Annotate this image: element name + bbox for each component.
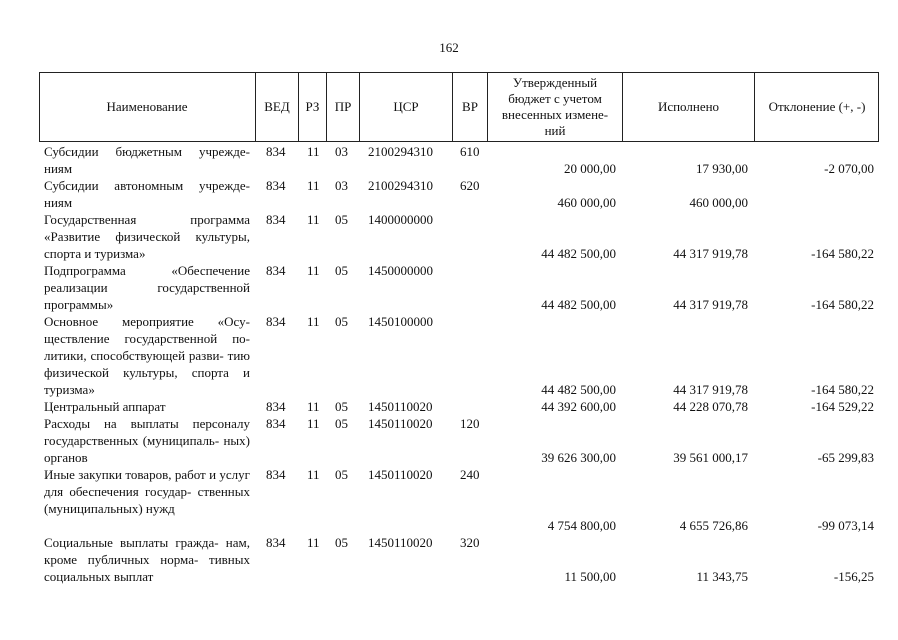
row-pr: 05 bbox=[335, 263, 348, 278]
row-deviation: -99 073,14 bbox=[817, 518, 874, 533]
row-ved: 834 bbox=[266, 416, 286, 431]
row-ved: 834 bbox=[266, 144, 286, 159]
row-pr: 03 bbox=[335, 178, 348, 193]
row-deviation: -156,25 bbox=[833, 569, 874, 584]
row-vr: 120 bbox=[460, 416, 480, 431]
row-done: 11 343,75 bbox=[696, 569, 748, 584]
row-rz: 11 bbox=[307, 467, 320, 482]
table-row bbox=[0, 262, 898, 313]
table-row bbox=[0, 415, 898, 466]
row-rz: 11 bbox=[307, 416, 320, 431]
row-name: Расходы на выплаты персоналу государственных (муниципаль- ных) органов bbox=[44, 416, 250, 465]
row-budget: 20 000,00 bbox=[564, 161, 616, 176]
row-budget: 44 482 500,00 bbox=[541, 382, 616, 397]
header-rz: РЗ bbox=[298, 72, 326, 142]
row-rz: 11 bbox=[307, 535, 320, 550]
row-vr: 620 bbox=[460, 178, 480, 193]
row-csr: 1400000000 bbox=[368, 212, 433, 227]
row-done: 44 317 919,78 bbox=[673, 382, 748, 397]
row-csr: 1450100000 bbox=[368, 314, 433, 329]
row-ved: 834 bbox=[266, 535, 286, 550]
row-done: 39 561 000,17 bbox=[673, 450, 748, 465]
row-done: 4 655 726,86 bbox=[679, 518, 748, 533]
header-ved: ВЕД bbox=[255, 72, 298, 142]
header-done: Исполнено bbox=[622, 72, 754, 142]
row-pr: 05 bbox=[335, 467, 348, 482]
row-budget: 44 482 500,00 bbox=[541, 246, 616, 261]
row-pr: 05 bbox=[335, 314, 348, 329]
row-budget: 11 500,00 bbox=[564, 569, 616, 584]
row-csr: 2100294310 bbox=[368, 144, 433, 159]
row-budget: 44 482 500,00 bbox=[541, 297, 616, 312]
row-pr: 05 bbox=[335, 416, 348, 431]
row-pr: 05 bbox=[335, 535, 348, 550]
row-vr: 610 bbox=[460, 144, 480, 159]
row-budget: 44 392 600,00 bbox=[541, 399, 616, 414]
row-rz: 11 bbox=[307, 314, 320, 329]
row-deviation: -65 299,83 bbox=[817, 450, 874, 465]
row-name: Социальные выплаты гражда- нам, кроме публичных норма- тивных социальных выплат bbox=[44, 535, 250, 584]
table-row bbox=[0, 211, 898, 262]
row-vr: 320 bbox=[460, 535, 480, 550]
table-row bbox=[0, 398, 898, 415]
row-budget: 4 754 800,00 bbox=[547, 518, 616, 533]
row-done: 460 000,00 bbox=[689, 195, 748, 210]
row-rz: 11 bbox=[307, 399, 320, 414]
row-rz: 11 bbox=[307, 263, 320, 278]
header-name: Наименование bbox=[106, 99, 188, 114]
row-ved: 834 bbox=[266, 263, 286, 278]
row-budget: 39 626 300,00 bbox=[541, 450, 616, 465]
table-row bbox=[0, 313, 898, 398]
row-name: Основное мероприятие «Осу- ществление государственной по- литики, способствующей разви- тию физической культуры, спорта и туризма» bbox=[44, 314, 250, 397]
row-pr: 05 bbox=[335, 399, 348, 414]
row-deviation: -164 580,22 bbox=[811, 297, 874, 312]
header-csr: ЦСР bbox=[359, 72, 452, 142]
header-pr: ПР bbox=[326, 72, 359, 142]
row-rz: 11 bbox=[307, 212, 320, 227]
row-ved: 834 bbox=[266, 178, 286, 193]
row-csr: 1450110020 bbox=[368, 416, 433, 431]
row-pr: 05 bbox=[335, 212, 348, 227]
row-csr: 1450110020 bbox=[368, 399, 433, 414]
header-vr: ВР bbox=[452, 72, 487, 142]
row-pr: 03 bbox=[335, 144, 348, 159]
row-rz: 11 bbox=[307, 178, 320, 193]
row-done: 44 228 070,78 bbox=[673, 399, 748, 414]
header-deviation: Отклонение (+, -) bbox=[754, 72, 879, 142]
row-ved: 834 bbox=[266, 467, 286, 482]
table-row bbox=[0, 466, 898, 534]
row-budget: 460 000,00 bbox=[557, 195, 616, 210]
row-ved: 834 bbox=[266, 212, 286, 227]
row-deviation: -2 070,00 bbox=[824, 161, 874, 176]
row-deviation: -164 580,22 bbox=[811, 246, 874, 261]
table-header bbox=[39, 72, 879, 142]
row-csr: 2100294310 bbox=[368, 178, 433, 193]
row-name: Субсидии автономным учрежде- ниям bbox=[44, 178, 250, 210]
row-done: 17 930,00 bbox=[696, 161, 748, 176]
row-ved: 834 bbox=[266, 399, 286, 414]
row-ved: 834 bbox=[266, 314, 286, 329]
row-done: 44 317 919,78 bbox=[673, 246, 748, 261]
row-name: Субсидии бюджетным учрежде- ниям bbox=[44, 144, 250, 176]
table-row bbox=[0, 177, 898, 211]
row-done: 44 317 919,78 bbox=[673, 297, 748, 312]
row-deviation: -164 580,22 bbox=[811, 382, 874, 397]
row-deviation: -164 529,22 bbox=[811, 399, 874, 414]
row-name: Центральный аппарат bbox=[44, 399, 166, 414]
row-name: Государственная программа «Развитие физической культуры, спорта и туризма» bbox=[44, 212, 250, 261]
table-row bbox=[0, 143, 898, 177]
table-row bbox=[0, 534, 898, 585]
row-csr: 1450000000 bbox=[368, 263, 433, 278]
row-vr: 240 bbox=[460, 467, 480, 482]
row-name: Подпрограмма «Обеспечение реализации государственной программы» bbox=[44, 263, 250, 312]
row-rz: 11 bbox=[307, 144, 320, 159]
row-csr: 1450110020 bbox=[368, 535, 433, 550]
row-csr: 1450110020 bbox=[368, 467, 433, 482]
row-name: Иные закупки товаров, работ и услуг для обеспечения государ- ственных (муниципальных) нужд bbox=[44, 467, 250, 516]
header-budget: Утвержденный бюджет с учетом внесенных измене- ний bbox=[487, 72, 622, 142]
page-number: 162 bbox=[439, 40, 459, 55]
